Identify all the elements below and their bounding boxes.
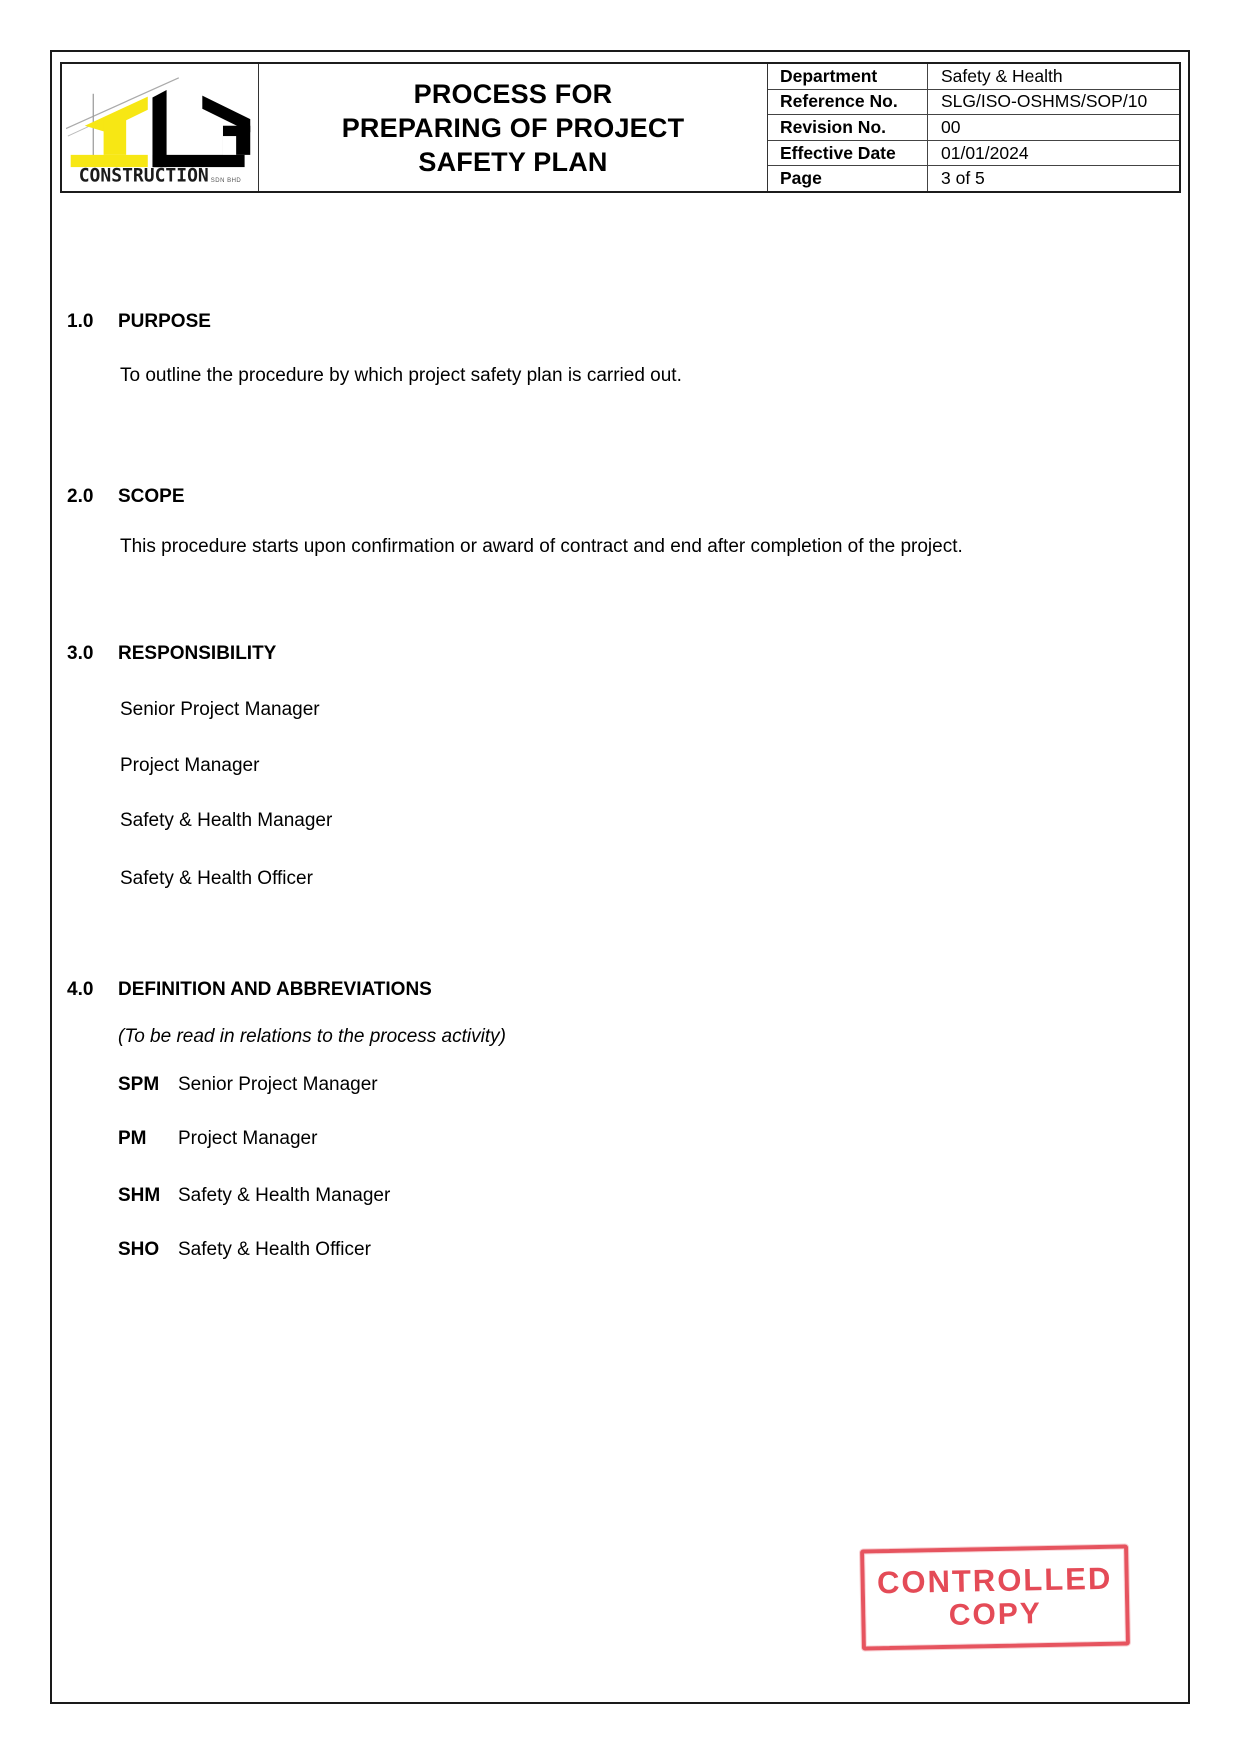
section-heading-scope	[67, 486, 185, 508]
document-title	[259, 64, 768, 191]
info-label: Page	[768, 166, 928, 191]
definitions-note: (To be read in relations to the process activity)	[118, 1026, 506, 1047]
info-value: SLG/ISO-OSHMS/SOP/10	[941, 91, 1148, 112]
info-row-effective-date	[768, 141, 1179, 167]
abbreviation-row	[118, 1239, 371, 1261]
info-label: Reference No.	[768, 90, 928, 115]
stamp-text: COPY	[948, 1596, 1043, 1632]
section-title: PURPOSE	[118, 311, 211, 332]
title-line: PREPARING OF PROJECT	[341, 112, 685, 143]
stamp-text: CONTROLLED	[876, 1560, 1113, 1600]
abbreviation-row	[118, 1128, 317, 1150]
abbreviation-definition: Senior Project Manager	[178, 1074, 378, 1095]
section-heading-definitions	[67, 979, 432, 1001]
document-header	[60, 62, 1181, 193]
responsibility-item: Senior Project Manager	[120, 699, 320, 720]
section-title: RESPONSIBILITY	[118, 643, 277, 664]
info-value: Safety & Health	[941, 65, 1063, 86]
info-row-revision-no	[768, 115, 1179, 141]
info-value: 01/01/2024	[941, 142, 1029, 163]
abbreviation-row	[118, 1185, 390, 1207]
abbreviation-term: PM	[118, 1128, 147, 1149]
info-label: Revision No.	[768, 115, 928, 140]
responsibility-item: Project Manager	[120, 755, 260, 776]
responsibility-item: Safety & Health Manager	[120, 810, 333, 831]
info-value: 3 of 5	[941, 168, 985, 189]
logo-wordmark: CONSTRUCTION	[78, 164, 209, 187]
abbreviation-definition: Project Manager	[178, 1128, 318, 1149]
scope-text: This procedure starts upon confirmation or award of contract and end after completion of the project.	[120, 536, 963, 557]
purpose-text: To outline the procedure by which project safety plan is carried out.	[120, 365, 682, 386]
slg-logo-icon	[66, 72, 254, 171]
company-logo	[62, 64, 259, 191]
title-line: SAFETY PLAN	[418, 146, 608, 177]
section-heading-responsibility	[67, 643, 276, 665]
document-info-table	[768, 64, 1179, 191]
section-title: SCOPE	[118, 486, 185, 507]
section-number: 2.0	[67, 486, 94, 507]
info-value: 00	[941, 116, 961, 137]
info-label: Effective Date	[768, 141, 928, 166]
controlled-copy-stamp	[860, 1544, 1130, 1650]
abbreviation-term: SHM	[118, 1185, 161, 1206]
section-number: 3.0	[67, 643, 94, 664]
abbreviation-row	[118, 1074, 378, 1096]
responsibility-item: Safety & Health Officer	[120, 868, 313, 889]
info-row-department	[768, 64, 1179, 90]
info-row-reference-no	[768, 90, 1179, 116]
info-row-page	[768, 166, 1179, 191]
title-line: PROCESS FOR	[413, 78, 613, 109]
section-number: 4.0	[67, 979, 94, 1000]
section-title: DEFINITION AND ABBREVIATIONS	[118, 979, 432, 1000]
logo-fine-print: SDN BHD	[210, 178, 242, 184]
section-heading-purpose	[67, 311, 211, 333]
abbreviation-definition: Safety & Health Officer	[178, 1239, 371, 1260]
section-number: 1.0	[67, 311, 94, 332]
abbreviation-term: SPM	[118, 1074, 160, 1095]
abbreviation-term: SHO	[118, 1239, 160, 1260]
info-label: Department	[768, 64, 928, 89]
abbreviation-definition: Safety & Health Manager	[178, 1185, 391, 1206]
